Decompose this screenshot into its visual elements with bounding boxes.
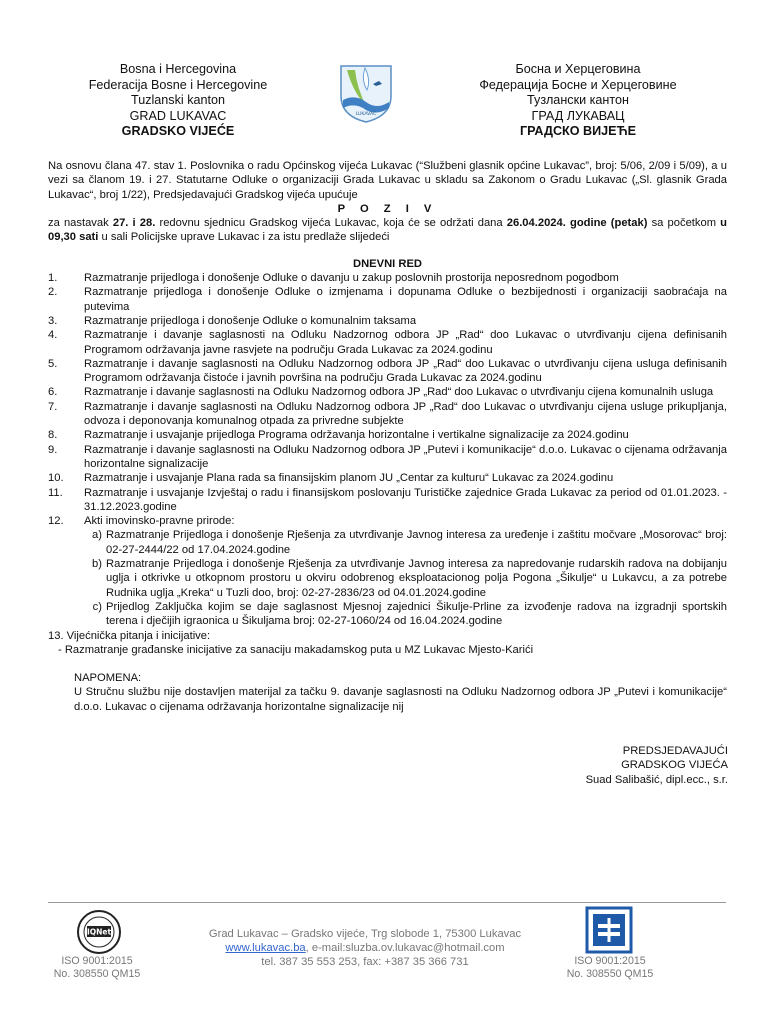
agenda-item bbox=[48, 428, 727, 442]
agenda-list bbox=[48, 271, 727, 657]
session-text: za nastavak bbox=[48, 217, 113, 230]
agenda-item bbox=[48, 328, 727, 357]
agenda-text: Razmatranje i usvajanje prijedloga Programa održavanja horizontalne i vertikalne signalizacije za 2024.godinu bbox=[84, 429, 629, 442]
agenda-subitem bbox=[48, 600, 727, 629]
subitem-text: Prijedlog Zaključka kojim se daje saglasnost Mjesnoj zajednici Šikulje-Prline za izvođenje radova na izgradnji sportskih terena i dječijih igraonica u Šikuljama broj: 02-27-1060/24 od 16.04.2024.godine bbox=[106, 600, 727, 628]
agenda-item bbox=[48, 314, 727, 328]
header-left-line: Federacija Bosne i Hercegovine bbox=[88, 77, 268, 92]
header-right-line: Федерација Босне и Херцеговине bbox=[479, 77, 677, 92]
agenda-title: DNEVNI RED bbox=[353, 257, 422, 270]
iso-right bbox=[555, 955, 665, 980]
iqnet-certification-logo bbox=[76, 909, 122, 955]
agenda-num: 9. bbox=[48, 443, 58, 456]
agenda-text: Razmatranje i davanje saglasnosti na Odluku Nadzornog odbora JP „Putevi i komunikacije“ d.o.o. Lukavac o cijenama održavanja horizontalne signalizacije bbox=[84, 443, 727, 470]
agenda-item-13-sub: - Razmatranje građanske inicijative za sanaciju makadamskog puta u MZ Lukavac Mjesto-Karići bbox=[58, 643, 534, 656]
footer-line: Grad Lukavac – Gradsko vijeće, Trg slobode 1, 75300 Lukavac bbox=[208, 928, 522, 940]
agenda-item bbox=[48, 285, 727, 314]
agenda-text: Razmatranje i usvajanje Izvještaj o radu i finansijskom poslovanju Turističke zajednice Grada Lukavac za period od 01.01.2023. - 31.12.2023.godine bbox=[84, 486, 727, 513]
footer-divider bbox=[48, 902, 726, 903]
session-number: 27. i 28. bbox=[112, 217, 156, 230]
session-text: sa početkom bbox=[647, 217, 721, 230]
header-left-line: Tuzlanski kanton bbox=[130, 93, 226, 108]
iso-left bbox=[42, 955, 152, 980]
header-right bbox=[448, 62, 708, 140]
session-time: u 09,30 sati bbox=[48, 217, 728, 244]
agenda-subitem bbox=[48, 557, 727, 600]
agenda-num: 4. bbox=[48, 329, 58, 342]
signature-line: GRADSKOG VIJEĆA bbox=[621, 759, 728, 772]
website-link[interactable]: www.lukavac.ba bbox=[225, 941, 306, 954]
agenda-item bbox=[48, 514, 727, 528]
agenda-num: 6. bbox=[48, 386, 58, 399]
session-paragraph bbox=[48, 216, 727, 245]
agenda-item bbox=[48, 271, 727, 285]
agenda-text: Razmatranje i davanje saglasnosti na Odluku Nadzornog odbora JP „Rad“ doo Lukavac o utvrđivanju cijena usluga definisanih Programom održavanja čistoće i javnih površina na području Grada Lukavac za 2024.godinu bbox=[84, 357, 727, 385]
note-title: NAPOMENA: bbox=[74, 672, 142, 685]
agenda-num: 12. bbox=[48, 515, 64, 528]
header-left bbox=[68, 62, 288, 140]
agenda-text: Razmatranje prijedloga i donošenje Odluke o davanju u zakup poslovnih prostorija neposrednom pogodbom bbox=[84, 272, 619, 285]
agenda-num: 2. bbox=[48, 286, 58, 299]
subitem-text: Razmatranje Prijedloga i donošenje Rješenja za utvrđivanje Javnog interesa za uređenje i zaštitu močvare „Mosorovac“ broj: 02-27-2444/22 od 17.04.2024.godine bbox=[106, 529, 727, 556]
iso-line: No. 308550 QM15 bbox=[566, 967, 654, 980]
subitem-letter: c) bbox=[92, 600, 102, 613]
header-right-line: ГРАД ЛУКАВАЦ bbox=[531, 108, 625, 123]
subitem-letter: b) bbox=[92, 558, 102, 571]
note-section bbox=[48, 671, 727, 714]
header-left-line: GRADSKO VIJEĆE bbox=[121, 124, 235, 139]
note-text: U Stručnu službu nije dostavljen materijal za tačku 9. davanje saglasnosti na Odluku Nadzornog odbora JP „Putevi i komunikacije“ d.o.o. Lukavac o cijenama održavanja horizontalne signalizacije nij bbox=[74, 686, 727, 713]
agenda-num: 10. bbox=[48, 472, 64, 485]
header-left-line: GRAD LUKAVAC bbox=[129, 108, 227, 123]
agenda-text: Akti imovinsko-pravne prirode: bbox=[84, 515, 235, 528]
header-right-line: Босна и Херцеговина bbox=[515, 62, 641, 76]
session-date: 26.04.2024. godine (petak) bbox=[506, 217, 648, 230]
agenda-text: Razmatranje prijedloga i donošenje Odluke o komunalnim taksama bbox=[84, 314, 417, 327]
document-body bbox=[48, 159, 727, 714]
signature-block bbox=[520, 744, 728, 787]
crest-text: LUKAVAC bbox=[355, 112, 377, 117]
subitem-text: Razmatranje Prijedloga i donošenje Rješenja za utvrđivanje Javnog interesa za napredovanje rudarskih radova na dobijanju uglja i otkrivke u otkopnom prostoru u okviru odobrenog eksploatacionog polja Pogona „Šikulje“ u Lukavcu, a za potrebe Rudnika uglja „Kreka“ u Tuzli doo, broj: 02-27-2836/23 od 04.01.2024.godine bbox=[106, 558, 727, 599]
agenda-num: 1. bbox=[48, 272, 58, 285]
iso-line: ISO 9001:2015 bbox=[61, 955, 133, 967]
agenda-num: 5. bbox=[48, 357, 58, 370]
footer-line: tel. 387 35 553 253, fax: +387 35 366 731 bbox=[261, 955, 469, 968]
signature-line: PREDSJEDAVAJUĆI bbox=[622, 745, 728, 757]
intro-paragraph: Na osnovu člana 47. stav 1. Poslovnika o radu Općinskog vijeća Lukavac (“Službeni glasnik općine Lukavac”, broj: 5/06, 2/09 i 5/09), a u vezi sa članom 19. i 27. Statutarne Odluke o organizaciji Grada Lukavac u skladu sa Zakonom o Gradu Lukavac („Sl. glasnik Grada Lukavac“, broj 1/22), Predsjedavajući Gradskog vijeća upućuje bbox=[48, 160, 727, 201]
agenda-item bbox=[48, 443, 727, 472]
agenda-text: Razmatranje i davanje saglasnosti na Odluku Nadzornog odbora JP „Rad“ doo Lukavac o utvrđivanju cijena komunalnih usluga bbox=[84, 386, 714, 399]
poziv-heading: P O Z I V bbox=[337, 202, 438, 215]
email-text: , e-mail:sluzba.ov.lukavac@hotmail.com bbox=[305, 941, 505, 954]
certification-logo bbox=[585, 906, 633, 954]
header-right-line: Тузлански кантон bbox=[527, 93, 629, 108]
agenda-num: 3. bbox=[48, 314, 58, 327]
city-crest-logo bbox=[337, 62, 395, 124]
agenda-item-13: 13. Vijećnička pitanja i inicijative: bbox=[48, 629, 211, 642]
agenda-text: Razmatranje i usvajanje Plana rada sa finansijskim planom JU „Centar za kulturu“ Lukavac za 2024.godinu bbox=[84, 472, 614, 485]
footer-line bbox=[155, 942, 575, 956]
agenda-item bbox=[48, 400, 727, 429]
header-left-line: Bosna i Hercegovina bbox=[119, 62, 237, 76]
agenda-item bbox=[48, 357, 727, 386]
session-text: redovnu sjednicu Gradskog vijeća Lukavac, koja će se održati dana bbox=[155, 217, 507, 230]
iso-line: ISO 9001:2015 bbox=[574, 955, 646, 967]
iso-line: No. 308550 QM15 bbox=[53, 967, 141, 980]
agenda-text: Razmatranje prijedloga i donošenje Odluke o izmjenama i dopunama Odluke o bezbijednosti i organizaciji saobraćaja na putevima bbox=[84, 286, 727, 313]
agenda-text: Razmatranje i davanje saglasnosti na Odluku Nadzornog odbora JP „Rad“ doo Lukavac o utvrđivanju cijena usluge prikupljanja, odvoza i deponovanja komunalnog otpada za privredne subjekte bbox=[84, 400, 727, 428]
agenda-num: 8. bbox=[48, 429, 58, 442]
signature-line: Suad Salibašić, dipl.ecc., s.r. bbox=[585, 773, 728, 786]
header-right-line: ГРАДСКО ВИЈЕЋЕ bbox=[519, 124, 636, 139]
agenda-item bbox=[48, 486, 727, 515]
session-text: u sali Policijske uprave Lukavac i za istu predlaže slijedeći bbox=[98, 231, 390, 244]
agenda-subitem bbox=[48, 528, 727, 557]
agenda-num: 11. bbox=[48, 486, 63, 499]
agenda-item bbox=[48, 471, 727, 485]
subitem-letter: a) bbox=[92, 529, 102, 542]
iqnet-text: IQNet bbox=[86, 927, 112, 937]
footer-address bbox=[155, 928, 575, 969]
agenda-item bbox=[48, 385, 727, 399]
agenda-text: Razmatranje i davanje saglasnosti na Odluku Nadzornog odbora JP „Rad“ doo Lukavac o utvrđivanju cijena definisanih Programom održavanja javne rasvjete na području Grada Lukavac za 2024.godinu bbox=[84, 329, 727, 356]
agenda-num: 7. bbox=[48, 400, 58, 413]
